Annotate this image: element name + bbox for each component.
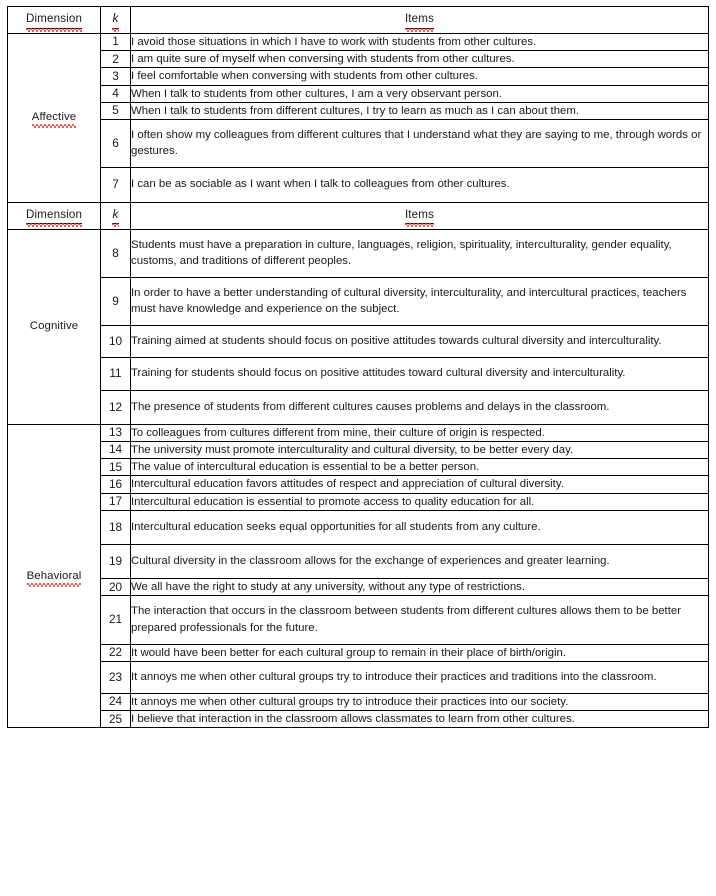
item-cell: Cultural diversity in the classroom allows for the exchange of experiences and greater learning. xyxy=(131,544,709,578)
item-cell: In order to have a better understanding of cultural diversity, interculturality, and intercultural practices, teachers must have knowledge and experience on the subject. xyxy=(131,277,709,325)
table-row xyxy=(8,358,709,390)
item-cell: Students must have a preparation in culture, languages, religion, spirituality, interculturality, gender equality, customs, and traditions of different peoples. xyxy=(131,229,709,277)
header-label-items: Items xyxy=(405,207,434,224)
k-cell: 9 xyxy=(101,277,131,325)
k-cell: 22 xyxy=(101,644,131,661)
k-cell: 12 xyxy=(101,390,131,424)
item-cell: Intercultural education seeks equal opportunities for all students from any culture. xyxy=(131,510,709,544)
k-cell: 5 xyxy=(101,102,131,119)
table-header-row xyxy=(8,7,709,34)
table-row xyxy=(8,510,709,544)
k-cell: 14 xyxy=(101,442,131,459)
k-cell: 11 xyxy=(101,358,131,390)
item-cell: Intercultural education is essential to promote access to quality education for all. xyxy=(131,493,709,510)
table-row xyxy=(8,424,709,441)
header-label-dimension: Dimension xyxy=(26,11,82,28)
item-cell: The university must promote interculturality and cultural diversity, to be better every day. xyxy=(131,442,709,459)
items-table xyxy=(7,6,709,728)
table-row xyxy=(8,229,709,277)
table-row xyxy=(8,51,709,68)
item-cell: I avoid those situations in which I have to work with students from other cultures. xyxy=(131,34,709,51)
k-cell: 20 xyxy=(101,579,131,596)
dimension-label-affective: Affective xyxy=(31,111,77,124)
header-cell-dimension xyxy=(8,7,101,34)
k-cell: 21 xyxy=(101,596,131,644)
table-row xyxy=(8,596,709,644)
k-cell: 19 xyxy=(101,544,131,578)
header-label-dimension: Dimension xyxy=(26,207,82,224)
k-cell: 18 xyxy=(101,510,131,544)
table-row xyxy=(8,711,709,728)
k-cell: 4 xyxy=(101,85,131,102)
dimension-label-cognitive: Cognitive xyxy=(29,320,79,333)
table-row xyxy=(8,544,709,578)
header-cell-k xyxy=(101,7,131,34)
k-cell: 16 xyxy=(101,476,131,493)
item-cell: Intercultural education favors attitudes of respect and appreciation of cultural diversity. xyxy=(131,476,709,493)
item-cell: Training for students should focus on positive attitudes toward cultural diversity and interculturality. xyxy=(131,358,709,390)
k-cell: 23 xyxy=(101,661,131,693)
item-cell: Training aimed at students should focus on positive attitudes towards cultural diversity and interculturality. xyxy=(131,326,709,358)
table-row xyxy=(8,694,709,711)
dimension-label-behavioral: Behavioral xyxy=(26,569,82,582)
table-row xyxy=(8,168,709,202)
table-header-row-repeat xyxy=(8,202,709,229)
table-row xyxy=(8,493,709,510)
table-row xyxy=(8,85,709,102)
item-cell: When I talk to students from different cultures, I try to learn as much as I can about them. xyxy=(131,102,709,119)
item-cell: To colleagues from cultures different from mine, their culture of origin is respected. xyxy=(131,424,709,441)
item-cell: The interaction that occurs in the classroom between students from different cultures allows them to be better prepared professionals for the future. xyxy=(131,596,709,644)
dimension-cell-cognitive xyxy=(8,229,101,424)
table-row xyxy=(8,277,709,325)
header-cell-dimension xyxy=(8,202,101,229)
header-label-k: k xyxy=(112,207,118,224)
k-cell: 8 xyxy=(101,229,131,277)
k-cell: 3 xyxy=(101,68,131,85)
k-cell: 13 xyxy=(101,424,131,441)
k-cell: 7 xyxy=(101,168,131,202)
item-cell: The presence of students from different cultures causes problems and delays in the classroom. xyxy=(131,390,709,424)
table-row xyxy=(8,390,709,424)
k-cell: 17 xyxy=(101,493,131,510)
table-row xyxy=(8,68,709,85)
header-cell-items xyxy=(131,7,709,34)
dimension-cell-affective xyxy=(8,34,101,203)
item-cell: It annoys me when other cultural groups try to introduce their practices and traditions into the classroom. xyxy=(131,661,709,693)
table-row xyxy=(8,102,709,119)
k-cell: 15 xyxy=(101,459,131,476)
table-row xyxy=(8,661,709,693)
item-cell: It would have been better for each cultural group to remain in their place of birth/origin. xyxy=(131,644,709,661)
table-row xyxy=(8,442,709,459)
table-row xyxy=(8,579,709,596)
k-cell: 10 xyxy=(101,326,131,358)
header-label-k: k xyxy=(112,11,118,28)
item-cell: I believe that interaction in the classroom allows classmates to learn from other cultures. xyxy=(131,711,709,728)
k-cell: 6 xyxy=(101,119,131,167)
k-cell: 25 xyxy=(101,711,131,728)
item-cell: We all have the right to study at any university, without any type of restrictions. xyxy=(131,579,709,596)
header-cell-items xyxy=(131,202,709,229)
item-cell: I am quite sure of myself when conversing with students from other cultures. xyxy=(131,51,709,68)
item-cell: I feel comfortable when conversing with students from other cultures. xyxy=(131,68,709,85)
table-row xyxy=(8,34,709,51)
table-row xyxy=(8,326,709,358)
item-cell: When I talk to students from other cultures, I am a very observant person. xyxy=(131,85,709,102)
item-cell: It annoys me when other cultural groups try to introduce their practices into our society. xyxy=(131,694,709,711)
k-cell: 2 xyxy=(101,51,131,68)
k-cell: 1 xyxy=(101,34,131,51)
k-cell: 24 xyxy=(101,694,131,711)
table-row xyxy=(8,476,709,493)
header-label-items: Items xyxy=(405,11,434,28)
item-cell: I can be as sociable as I want when I talk to colleagues from other cultures. xyxy=(131,168,709,202)
table-row xyxy=(8,459,709,476)
dimension-cell-behavioral xyxy=(8,424,101,728)
item-cell: The value of intercultural education is essential to be a better person. xyxy=(131,459,709,476)
table-row xyxy=(8,644,709,661)
header-cell-k xyxy=(101,202,131,229)
table-row xyxy=(8,119,709,167)
item-cell: I often show my colleagues from different cultures that I understand what they are saying to me, through words or gestures. xyxy=(131,119,709,167)
